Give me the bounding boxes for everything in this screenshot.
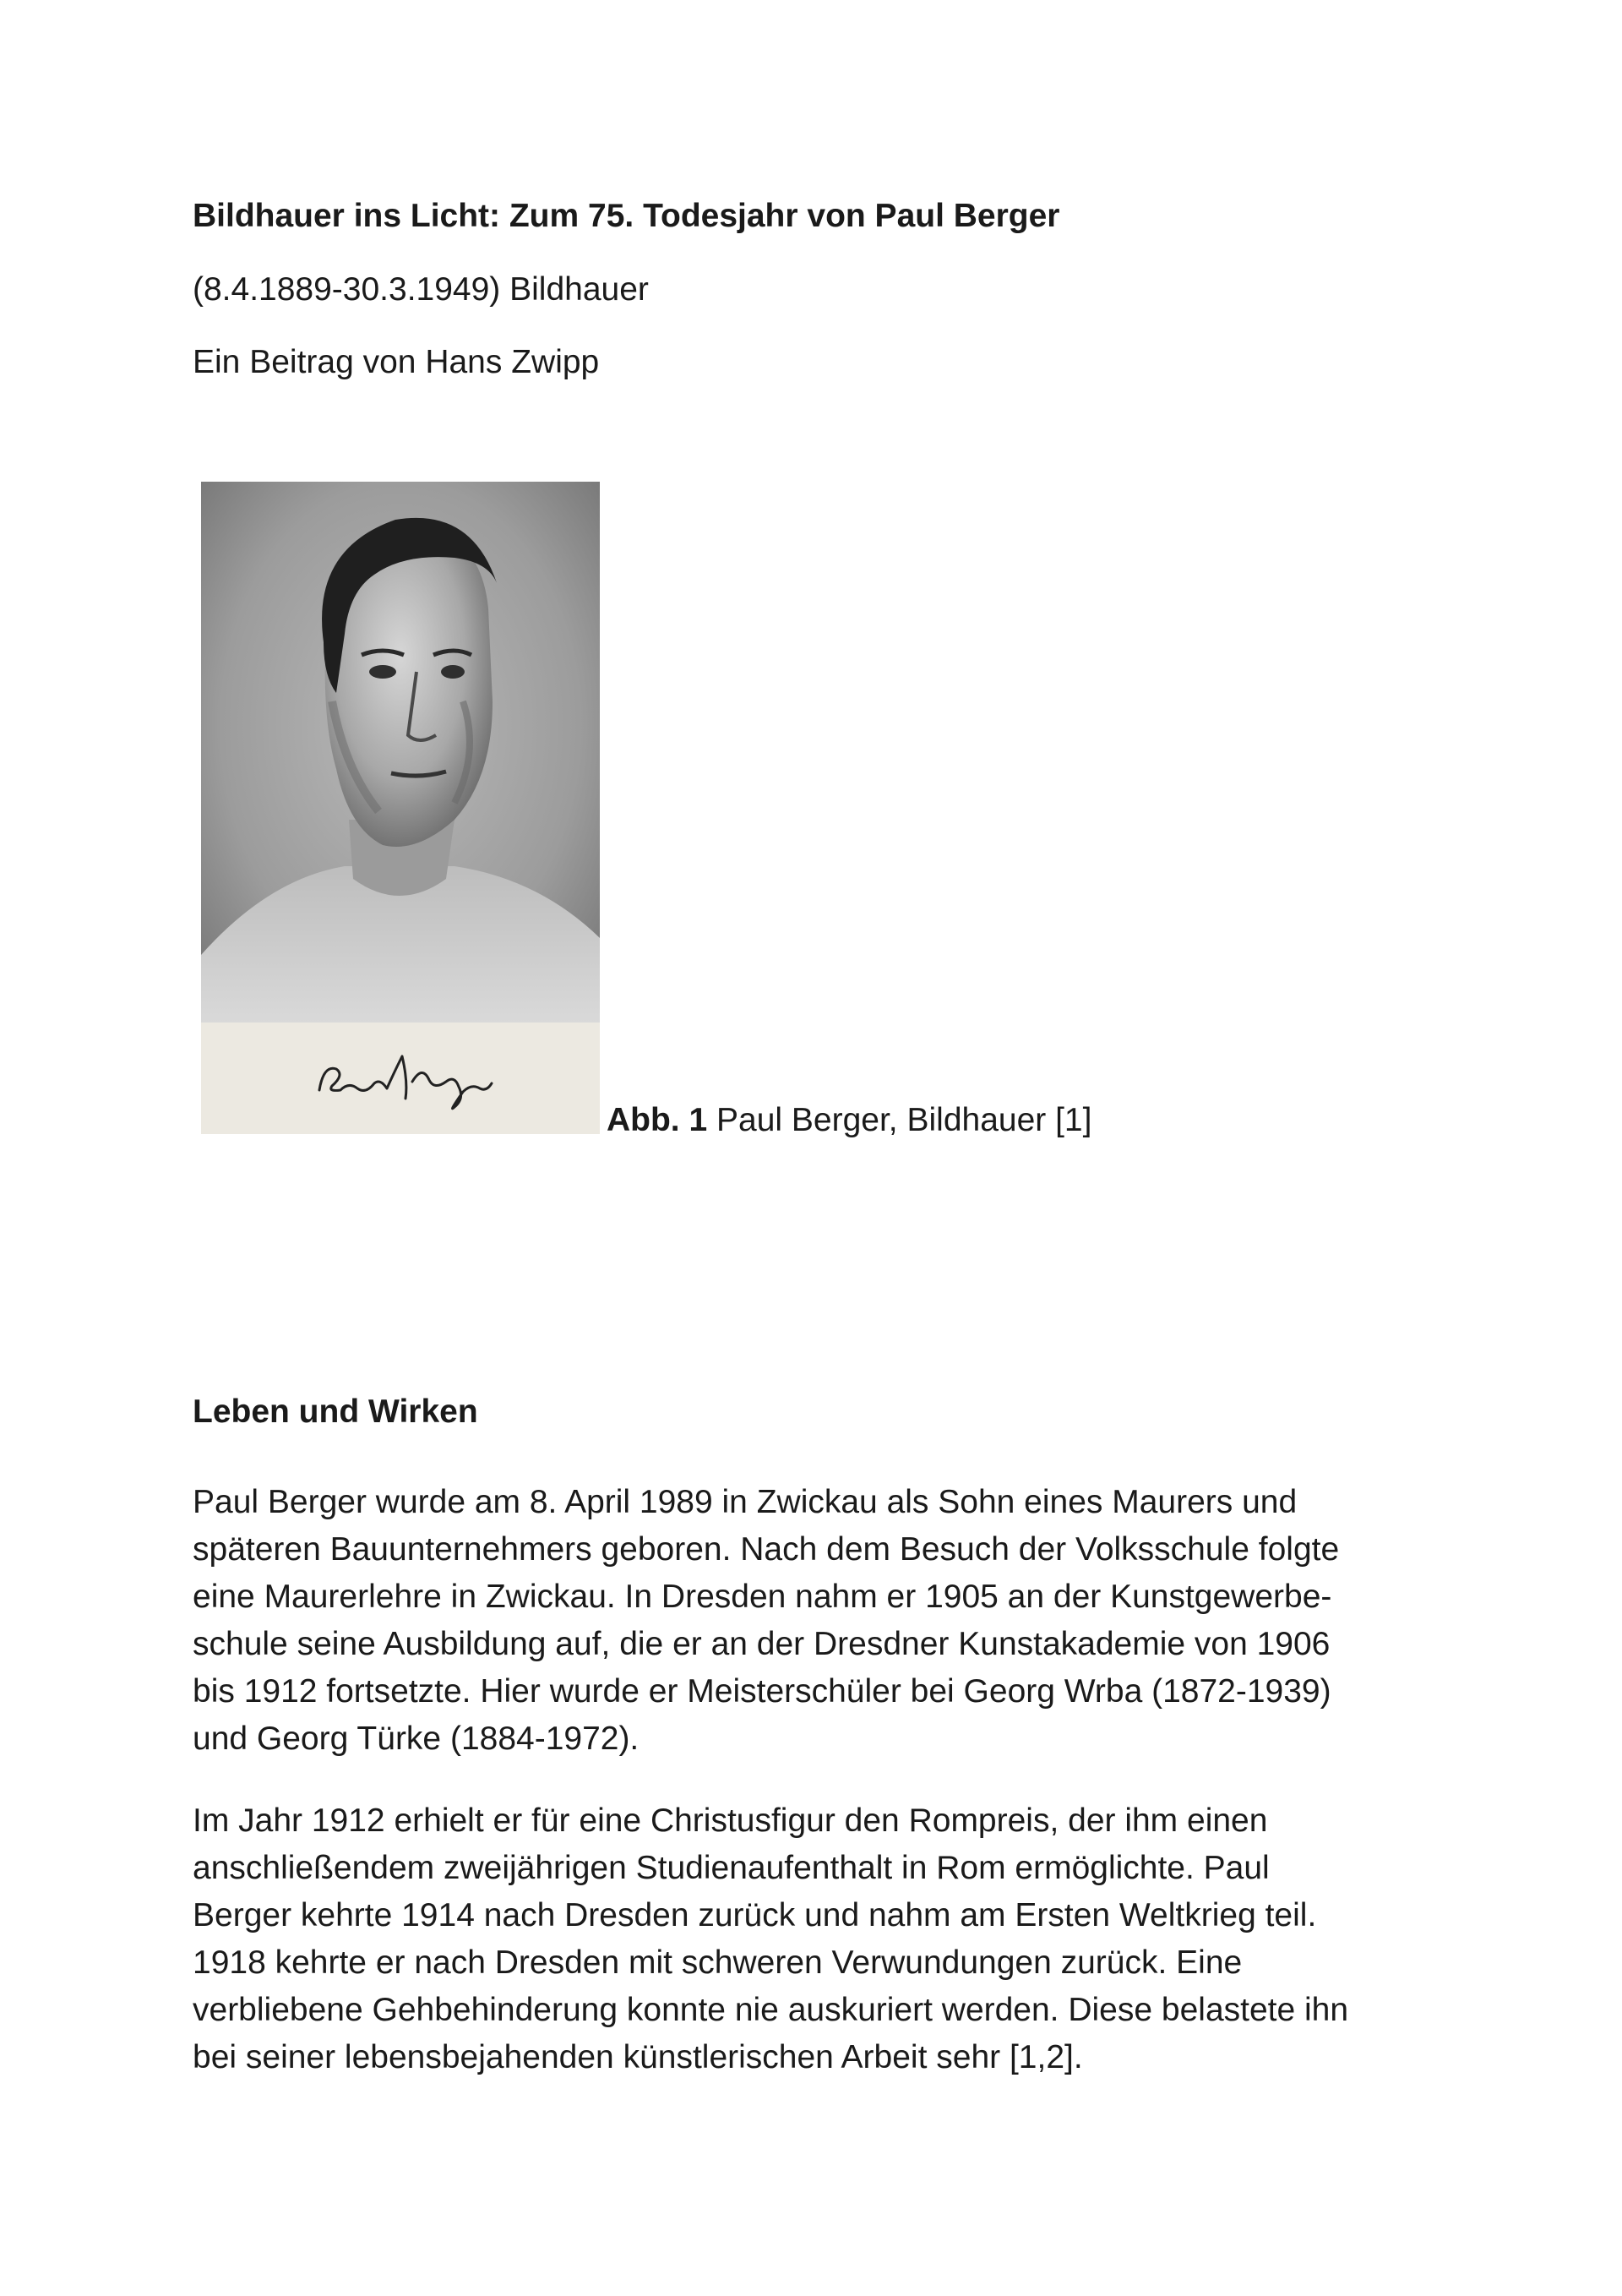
paragraph-line: Paul Berger wurde am 8. April 1989 in Zwickau als Sohn eines Maurers und xyxy=(193,1484,1298,1520)
paragraph-line: schule seine Ausbildung auf, die er an der Dresdner Kunstakademie von 1906 xyxy=(193,1626,1331,1662)
caption-label: Abb. 1 xyxy=(607,1102,708,1138)
paragraph-line: Im Jahr 1912 erhielt er für eine Christusfigur den Rompreis, der ihm einen xyxy=(193,1802,1268,1839)
life-dates: (8.4.1889-30.3.1949) Bildhauer xyxy=(193,271,649,308)
paragraph-line: bei seiner lebensbejahenden künstlerischen Arbeit sehr [1,2]. xyxy=(193,2039,1083,2075)
paragraph-line: anschließendem zweijährigen Studienaufenthalt in Rom ermöglichte. Paul xyxy=(193,1850,1270,1886)
portrait-figure xyxy=(201,482,600,1134)
signature-image xyxy=(201,1023,600,1134)
paragraph-1 xyxy=(193,1479,1460,1763)
author-line: Ein Beitrag von Hans Zwipp xyxy=(193,344,600,380)
section-heading: Leben und Wirken xyxy=(193,1393,478,1430)
paragraph-line: bis 1912 fortsetzte. Hier wurde er Meisterschüler bei Georg Wrba (1872-1939) xyxy=(193,1673,1331,1710)
figure-caption xyxy=(607,1100,1091,1141)
paragraph-line: 1918 kehrte er nach Dresden mit schweren Verwundungen zurück. Eine xyxy=(193,1944,1243,1981)
paragraph-2 xyxy=(193,1797,1460,2081)
paragraph-line: eine Maurerlehre in Zwickau. In Dresden nahm er 1905 an der Kunstgewerbe- xyxy=(193,1579,1332,1615)
caption-text: Paul Berger, Bildhauer [1] xyxy=(707,1102,1092,1138)
paragraph-line: späteren Bauunternehmers geboren. Nach dem Besuch der Volksschule folgte xyxy=(193,1531,1340,1568)
portrait-image xyxy=(201,482,600,1023)
paragraph-line: und Georg Türke (1884-1972). xyxy=(193,1721,640,1757)
paragraph-line: Berger kehrte 1914 nach Dresden zurück und nahm am Ersten Weltkrieg teil. xyxy=(193,1897,1317,1933)
article-title: Bildhauer ins Licht: Zum 75. Todesjahr von Paul Berger xyxy=(193,198,1060,234)
paragraph-line: verbliebene Gehbehinderung konnte nie auskuriert werden. Diese belastete ihn xyxy=(193,1992,1349,2028)
